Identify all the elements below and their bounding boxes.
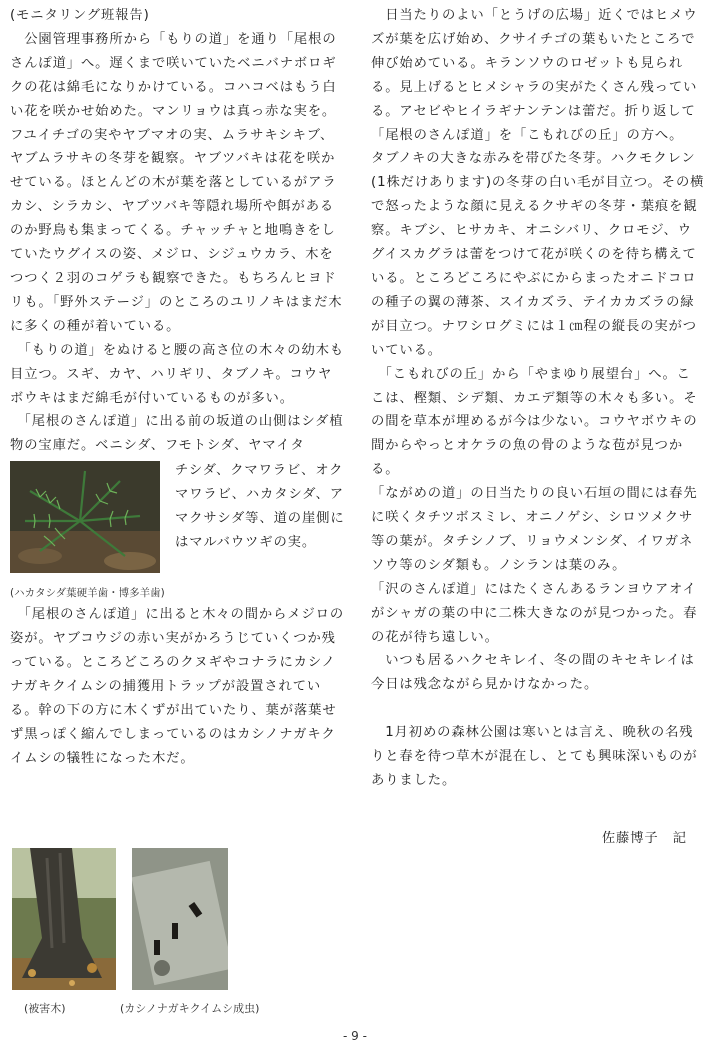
paragraph: 「尾根のさんぽ道」に出ると木々の間からメジロの姿が。ヤブコウジの赤い実がかろうじていくつか残っている。ところどころのクヌギやコナラにカシノナガキクイムシの捕獲用トラップが設置されている。幹の下の方に木くずが出ていたり、葉が落葉せず黒っぽく縮んでしまっているのはカシノナガキクイムシの犠牲になった木だ。 [10,607,345,766]
signature: 佐藤博子 記 [601,831,687,846]
left-column [10,4,346,771]
photo-caption-damaged-tree: (被害木) [24,1002,66,1015]
report-header: (モニタリング班報告) [10,8,150,23]
paragraph: チシダ、クマワラビ、オクマワラビ、ハカタシダ、アマクサシダ等、道の崖側にはマルバウツギの実。 [175,463,345,550]
paragraph: いつも居るハクセキレイ、冬の間のキセキレイは今日は残念ながら見かけなかった。 [371,653,695,693]
paragraph: 「もりの道」をぬけると腰の高さ位の木々の幼木も目立つ。スギ、カヤ、ハリギリ、タブノキ。コウヤボウキはまだ綿毛が付いているものが多い。 [10,342,345,406]
damaged-tree-photo [12,848,116,990]
paragraph: 日当たりのよい「とうげの広場」近くではヒメウズが葉を広げ始め、クサイチゴの葉もいたところで伸び始めている。キランソウのロゼットも見られる。見上げるとヒメシャラの実がたくさん残っている。アセビやヒイラギナンテンは蕾だ。折り返して「尾根のさんぽ道」を「こもれびの丘」の方へ。 [371,8,698,143]
closing-paragraph: 1月初めの森林公園は寒いとは言え、晩秋の名残りと春を待つ草木が混在し、とても興味深いものがありました。 [371,725,698,789]
fern-photo [10,461,160,573]
beetle-photo [132,848,228,990]
paragraph: 公園管理事務所から「もりの道」を通り「尾根のさんぽ道」へ。遅くまで咲いていたベニバナボロギクの花は綿毛になりかけている。コハコベはもう白い花を咲かせ始めた。マンリョウは真っ赤な実を。 [10,31,337,119]
paragraph: 「沢のさんぽ道」にはたくさんあるランヨウアオイがシャガの葉の中に二株大きなのが見つかった。春の花が待ち遠しい。 [371,581,698,645]
paragraph: 「ながめの道」の日当たりの良い石垣の間には春先に咲くタチツボスミレ、オニノゲシ、シロツメクサ等の葉が。タチシノブ、リョウメンシダ、イワガネソウ等のシダ類も。ノシランは葉のみ。 [371,486,698,573]
paragraph: 「尾根のさんぽ道」に出る前の坂道の山側はシダ植物の宝庫だ。ベニシダ、フモトシダ、ヤマイタ [10,414,344,454]
photo-caption-beetle: (カシノナガキクイムシ成虫) [120,1002,260,1015]
paragraph: フユイチゴの実やヤブマオの実、ムラサキシキブ、ヤブムラサキの冬芽を観察。ヤブツバキは花を咲かせている。ほとんどの木が葉を落としているがアラカシ、シラカシ、ヤブツバキ等隠れ場所や餌があるのか野鳥も集まってくる。チャッチャと地鳴きをしていたウグイスの姿、メジロ、シジュウカラ、木をつつく２羽のコゲラも観察できた。もちろんヒヨドリも。「野外ステージ」のところのユリノキはまだ木に多くの種が着いている。 [10,127,343,334]
paragraph: タブノキの大きな赤みを帯びた冬芽。ハクモクレン(1株だけあります)の冬芽の白い毛が目立つ。その横で怒ったような顔に見えるクサギの冬芽・葉痕を観察。キブシ、ヒサカキ、オニシバリ、クロモジ、ウグイスカグラは蕾をつけて花が咲くのを待ち構えている。ところどころにやぶにからまったオニドコロの種子の翼の薄茶、スイカズラ、テイカカズラの緑が目立つ。ナワシログミには１㎝程の縦長の実がついている。 [371,151,705,358]
fern-figure [10,459,346,579]
photo-row [12,848,342,1018]
page-number: - 9 - [343,1029,367,1043]
right-column [371,4,705,851]
fern-caption: (ハカタシダ葉硬羊歯・博多羊歯) [10,587,165,600]
paragraph: 「こもれびの丘」から「やまゆり展望台」へ。ここは、樫類、シデ類、カエデ類等の木々も多い。その間を草本が埋めるが今は少ない。コウヤボウキの間からやっとオケラの魚の骨のような苞が見つかる。 [371,366,698,478]
